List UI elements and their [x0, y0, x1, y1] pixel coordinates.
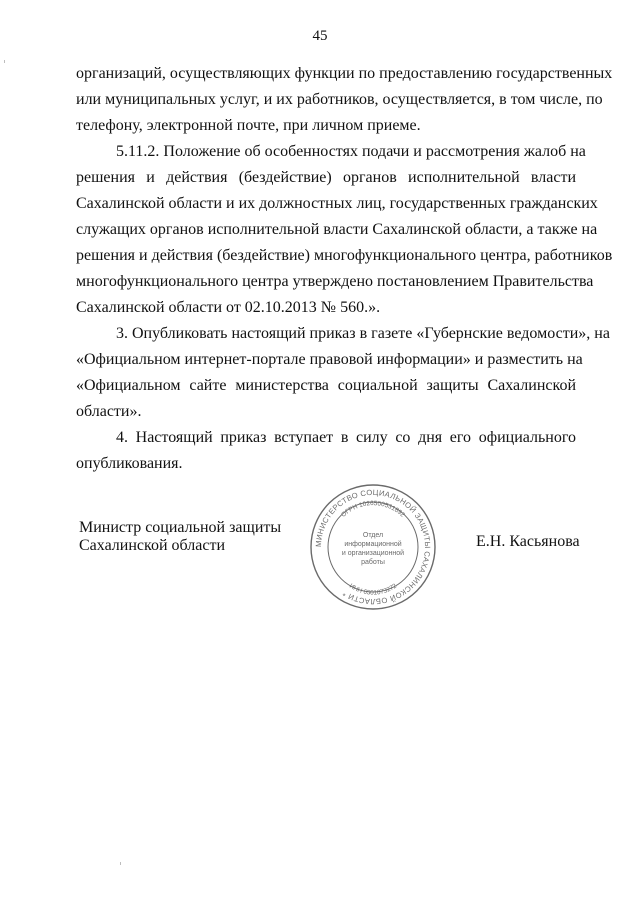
- paragraph-1-line-2: или муниципальных услуг, и их работников, осуществляется, в том числе, по: [76, 91, 603, 108]
- paragraph-4-line-2: опубликования.: [76, 455, 183, 472]
- paragraph-2-line-7: Сахалинской области от 02.10.2013 № 560.».: [76, 299, 381, 316]
- signatory-position-line-1: Министр социальной защиты: [79, 519, 282, 536]
- scan-margin-tick-top: [4, 60, 5, 63]
- paragraph-2-line-4: служащих органов исполнительной власти Сахалинской области, а также на: [76, 221, 598, 238]
- paragraph-3-line-4: области».: [76, 403, 142, 420]
- stamp-ogrn: ОГРН 1026500531892: [340, 500, 406, 519]
- paragraph-3-line-2: «Официальном интернет-портале правовой информации» и разместить на: [76, 351, 583, 368]
- stamp-center-line-2: информационной: [344, 541, 402, 548]
- stamp-outer-text: МИНИСТЕРСТВО СОЦИАЛЬНОЙ ЗАЩИТЫ САХАЛИНСКОЙ ОБЛАСТИ *: [313, 487, 433, 607]
- paragraph-3-line-1: 3. Опубликовать настоящий приказ в газете «Губернские ведомости», на: [116, 325, 610, 342]
- scan-margin-tick-bottom: [120, 862, 121, 865]
- stamp-center-line-4: работы: [361, 559, 385, 566]
- paragraph-2-line-5: решения и действия (бездействие) многофункционального центра, работников: [76, 247, 613, 264]
- signatory-name: Е.Н. Касьянова: [476, 533, 580, 550]
- paragraph-1-line-3: телефону, электронной почте, при личном приеме.: [76, 117, 421, 134]
- stamp-center-line-1: Отдел: [362, 532, 384, 539]
- paragraph-2-line-2: решения и действия (бездействие) органов исполнительной власти: [76, 169, 576, 186]
- official-stamp: [308, 482, 438, 612]
- page-number: 45: [312, 28, 328, 44]
- stamp-inn: ИНН 6501073272: [347, 582, 399, 597]
- paragraph-2-line-6: многофункционального центра утверждено постановлением Правительства: [76, 273, 594, 290]
- stamp-center-line-3: и организационной: [341, 550, 405, 557]
- paragraph-1-line-1: организаций, осуществляющих функции по предоставлению государственных: [76, 65, 613, 82]
- paragraph-4-line-1: 4. Настоящий приказ вступает в силу со дня его официального: [116, 429, 576, 446]
- signatory-position-line-2: Сахалинской области: [79, 537, 226, 554]
- paragraph-3-line-3: «Официальном сайте министерства социальной защиты Сахалинской: [76, 377, 576, 394]
- paragraph-2-line-1: 5.11.2. Положение об особенностях подачи и рассмотрения жалоб на: [116, 143, 586, 160]
- paragraph-2-line-3: Сахалинской области и их должностных лиц, государственных гражданских: [76, 195, 598, 212]
